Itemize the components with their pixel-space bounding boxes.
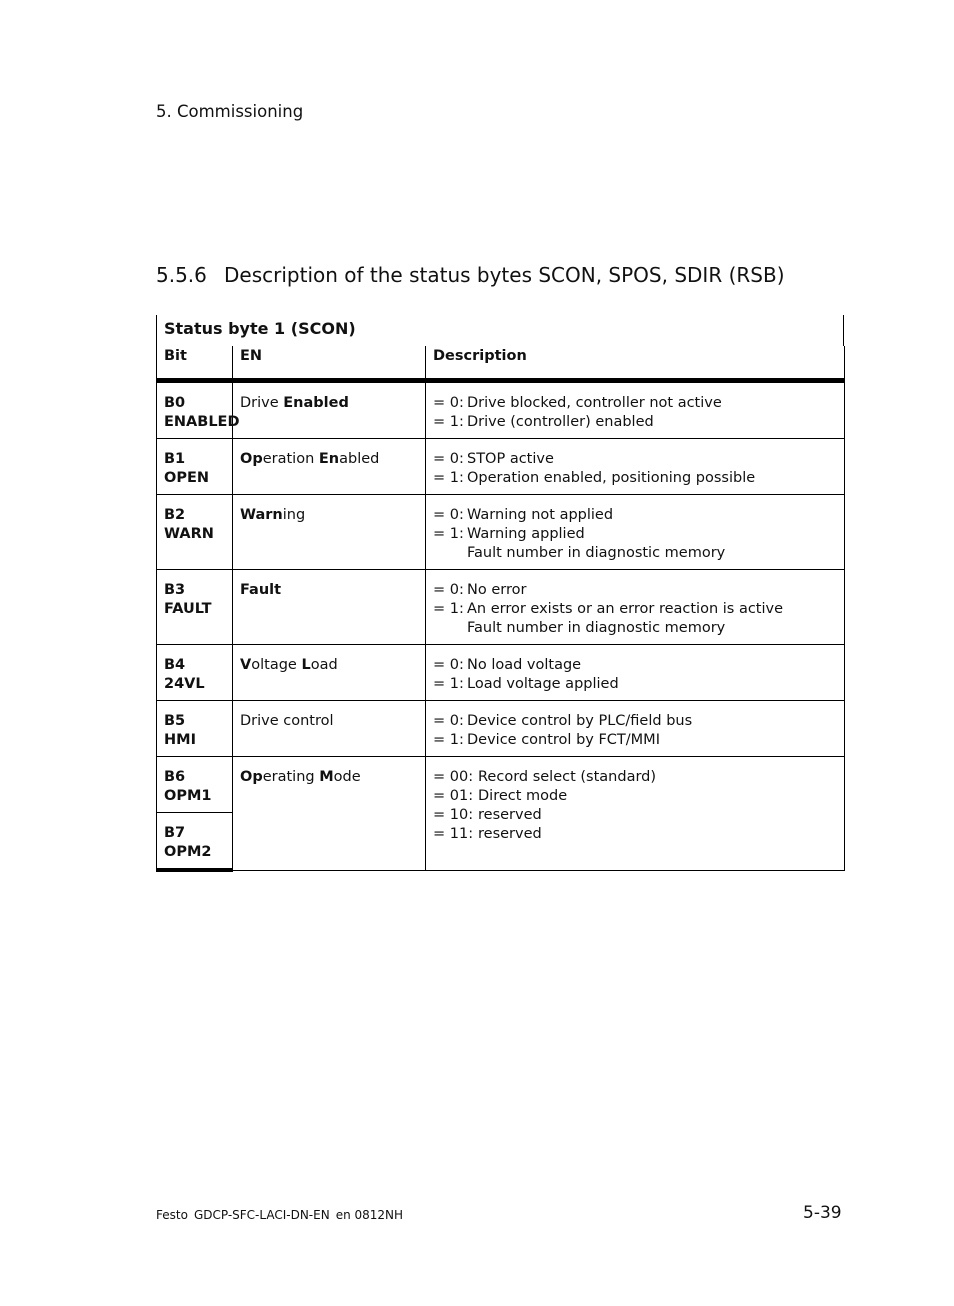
bit-name: OPM1: [164, 788, 212, 804]
bit-cell: [157, 495, 233, 570]
description-line: = 1: Warning applied: [433, 526, 585, 542]
description-line: = 10: reserved: [433, 807, 542, 823]
en-cell: Drive control: [233, 701, 426, 757]
description-line: = 1: Operation enabled, positioning possible: [433, 470, 756, 486]
bit-cell: [157, 570, 233, 645]
bit-cell: [157, 439, 233, 495]
table-row: [157, 645, 845, 701]
description-cell: [426, 645, 845, 701]
table-row: [157, 439, 845, 495]
table-row: [157, 570, 845, 645]
en-cell: [233, 381, 426, 439]
bit-id: B3: [164, 582, 186, 598]
en-cell: Operation Enabled: [233, 439, 426, 495]
bit-id: B0: [164, 395, 186, 411]
bit-id: B1: [164, 451, 186, 467]
table-caption: Status byte 1 (SCON): [156, 315, 844, 346]
bit-cell: [157, 701, 233, 757]
description-line: = 00: Record select (standard): [433, 769, 657, 785]
table-row: [157, 701, 845, 757]
description-line: = 0: Device control by PLC/field bus: [433, 713, 693, 729]
description-line: = 0: Drive blocked, controller not active: [433, 395, 722, 411]
table-row: [157, 381, 845, 439]
bit-cell: [157, 757, 233, 813]
section-heading: [156, 263, 785, 287]
en-cell: Operating Mode: [233, 757, 426, 871]
chapter-header: 5. Commissioning: [156, 102, 304, 121]
bit-id: B2: [164, 507, 186, 523]
section-title-text: Description of the status bytes SCON, SPOS, SDIR (RSB): [224, 263, 785, 287]
column-header-bit: Bit: [157, 346, 233, 381]
bit-name: OPM2: [164, 844, 212, 860]
description-line: = 1: Device control by FCT/MMI: [433, 732, 660, 748]
bit-id: B4: [164, 657, 186, 673]
footer-language: en 0812NH: [335, 1208, 404, 1222]
en-text-bold: Enabled: [283, 395, 349, 411]
description-cell: [426, 701, 845, 757]
bit-id: B7: [164, 825, 186, 841]
column-header-en: EN: [233, 346, 426, 381]
description-cell: [426, 570, 845, 645]
bit-name: OPEN: [164, 470, 209, 486]
description-cell: [426, 439, 845, 495]
description-line: Fault number in diagnostic memory: [467, 620, 726, 636]
bit-cell: [157, 645, 233, 701]
page-number: 5-39: [803, 1203, 842, 1223]
status-byte-table: [156, 315, 844, 872]
description-cell: [426, 495, 845, 570]
column-header-description: Description: [426, 346, 845, 381]
bit-name: ENABLED: [164, 414, 240, 430]
description-line: = 0: STOP active: [433, 451, 554, 467]
table-row: [157, 757, 845, 813]
section-number: 5.5.6: [156, 263, 207, 287]
description-line: = 1: Drive (controller) enabled: [433, 414, 654, 430]
description-line: = 0: Warning not applied: [433, 507, 614, 523]
description-line: = 11: reserved: [433, 826, 542, 842]
bit-id: B6: [164, 769, 186, 785]
description-line: = 1: An error exists or an error reaction is active: [433, 601, 784, 617]
bit-name: WARN: [164, 526, 214, 542]
bit-id: B5: [164, 713, 186, 729]
bit-name: FAULT: [164, 601, 212, 617]
bit-cell: [157, 381, 240, 439]
description-line: = 0: No load voltage: [433, 657, 582, 673]
footer-document-info: [156, 1208, 403, 1222]
bit-name: HMI: [164, 732, 196, 748]
description-cell: [426, 757, 845, 871]
bit-name: 24VL: [164, 676, 205, 692]
footer-brand: Festo: [156, 1208, 188, 1222]
description-cell: [426, 381, 845, 439]
en-cell: Warning: [233, 495, 426, 570]
en-text: Drive: [240, 395, 284, 411]
description-line: Fault number in diagnostic memory: [467, 545, 726, 561]
en-cell: Fault: [233, 570, 426, 645]
table-row: [157, 495, 845, 570]
description-line: = 0: No error: [433, 582, 527, 598]
description-line: = 1: Load voltage applied: [433, 676, 619, 692]
en-cell: Voltage Load: [233, 645, 426, 701]
bit-cell: [157, 813, 233, 871]
description-line: = 01: Direct mode: [433, 788, 568, 804]
footer-doc-id: GDCP-SFC-LACI-DN-EN: [193, 1208, 330, 1222]
